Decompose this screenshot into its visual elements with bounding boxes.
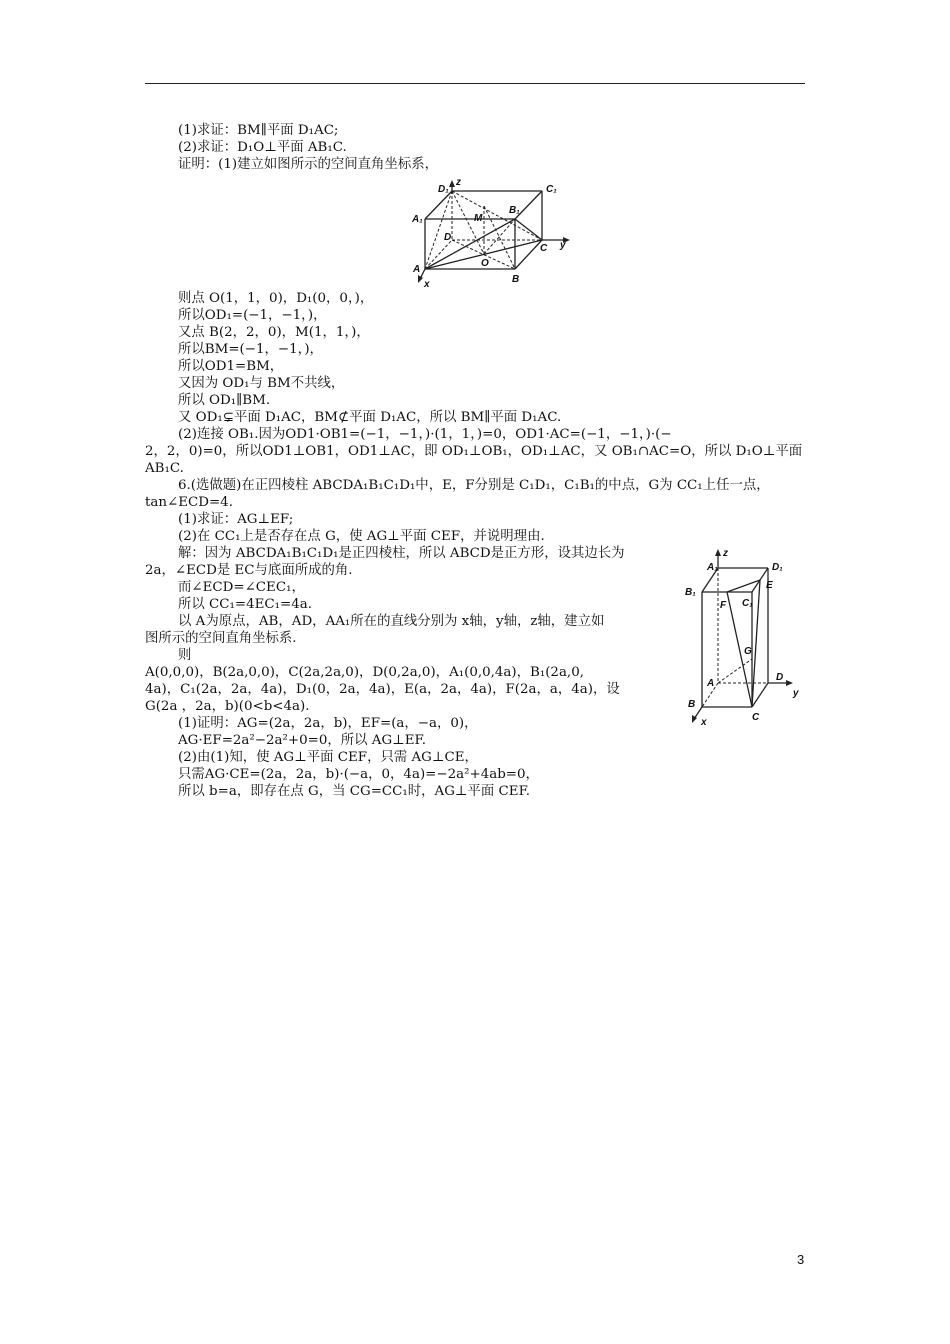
text-line: 而∠ECD=∠CEC₁， bbox=[178, 580, 305, 595]
label-E: E bbox=[766, 580, 773, 591]
text-line: 4a)，C₁(2a，2a，4a)，D₁(0，2a，4a)，E(a，2a，4a)，F(2a，a，4a)，设 bbox=[145, 682, 620, 697]
cuboid-figure bbox=[410, 176, 585, 290]
label-D: D bbox=[776, 672, 784, 683]
label-F: F bbox=[720, 600, 727, 611]
edge-FE bbox=[727, 580, 760, 592]
text-line: 所以 CC₁=4EC₁=4a. bbox=[178, 597, 313, 612]
diag-B1C bbox=[515, 219, 542, 240]
edge-CD bbox=[752, 683, 768, 707]
text-line: tan∠ECD=4. bbox=[145, 495, 233, 510]
text-line: 6.(选做题)在正四棱柱 ABCDA₁B₁C₁D₁中，E，F分别是 C₁D₁，C₁B₁的中点，G为 CC₁上任一点， bbox=[178, 478, 770, 493]
text-line: 图所示的空间直角坐标系. bbox=[145, 631, 297, 646]
label-B: B bbox=[688, 699, 696, 710]
y-arrow bbox=[786, 680, 793, 686]
header-rule bbox=[145, 83, 805, 84]
text-line: 所以OD₁=(−1，−1，)， bbox=[178, 308, 327, 323]
edge-BC bbox=[515, 240, 542, 269]
page-number: 3 bbox=[797, 1252, 805, 1267]
diag-AB1 bbox=[425, 219, 515, 269]
text-line: 又点 B(2，2，0)，M(1，1，)， bbox=[178, 325, 370, 340]
label-O: O bbox=[481, 258, 489, 269]
hidden-edge-AD bbox=[425, 240, 452, 269]
label-B: B bbox=[512, 274, 520, 285]
text-line: (2)由(1)知，使 AG⊥平面 CEF，只需 AG⊥CE， bbox=[178, 750, 478, 765]
text-line: (1)求证：BM∥平面 D₁AC; bbox=[178, 123, 339, 138]
label-x: x bbox=[701, 717, 707, 728]
label-C: C bbox=[752, 712, 760, 723]
label-C1: C₁ bbox=[546, 184, 557, 195]
prism-figure bbox=[680, 544, 810, 728]
text-line: 则 bbox=[178, 648, 192, 663]
label-D: D bbox=[444, 232, 452, 243]
label-B1: B₁ bbox=[685, 587, 696, 598]
text-line: AB₁C. bbox=[145, 461, 184, 476]
label-B1: B₁ bbox=[509, 205, 520, 216]
label-y: y bbox=[560, 240, 566, 251]
text-line: 所以OD1=BM， bbox=[178, 359, 284, 374]
label-A1: A₁ bbox=[412, 214, 423, 225]
label-A: A bbox=[413, 264, 421, 275]
text-line: (2)在 CC₁上是否存在点 G，使 AG⊥平面 CEF，并说明理由. bbox=[178, 529, 545, 544]
label-A: A bbox=[707, 678, 715, 689]
text-line: 解：因为 ABCDA₁B₁C₁D₁是正四棱柱，所以 ABCD是正方形，设其边长为 bbox=[178, 546, 625, 561]
label-A1: A₁ bbox=[707, 562, 718, 573]
text-line: 所以 b=a，即存在点 G，当 CG=CC₁时，AG⊥平面 CEF. bbox=[178, 784, 531, 799]
text-line: (1)求证：AG⊥EF; bbox=[178, 512, 294, 527]
edge-EC bbox=[752, 580, 760, 707]
text-line: 2a，∠ECD是 EC与底面所成的角. bbox=[145, 563, 353, 578]
text-line: (2)连接 OB₁.因为OD1·OB1=(−1，−1，)·(1，1，)=0，OD1·AC=(−1，−1，)·(− bbox=[178, 427, 672, 442]
text-line: 只需AG·CE=(2a，2a，b)·(−a，0，4a)=−2a²+4ab=0， bbox=[178, 767, 539, 782]
label-x: x bbox=[424, 279, 430, 290]
text-line: 以 A为原点，AB，AD，AA₁所在的直线分别为 x轴，y轴，z轴，建立如 bbox=[178, 614, 605, 629]
label-G: G bbox=[744, 646, 752, 657]
text-line: G(2a ，2a，b)(0<b<4a). bbox=[145, 699, 310, 714]
hidden-edge-D1A bbox=[425, 191, 452, 269]
text-line: 所以 OD₁∥BM. bbox=[178, 393, 271, 408]
label-C: C bbox=[540, 243, 548, 254]
z-arrow bbox=[715, 549, 721, 556]
label-D1: D₁ bbox=[438, 184, 449, 195]
x-arrow bbox=[418, 275, 423, 283]
label-z: z bbox=[456, 177, 461, 188]
text-line: 又 OD₁⊊平面 D₁AC，BM⊄平面 D₁AC，所以 BM∥平面 D₁AC. bbox=[178, 410, 562, 425]
label-y: y bbox=[793, 688, 799, 699]
label-D1: D₁ bbox=[772, 562, 783, 573]
edge-A1D1 bbox=[425, 191, 452, 219]
label-M: M bbox=[474, 213, 483, 224]
text-line: 又因为 OD₁与 BM不共线， bbox=[178, 376, 345, 391]
text-line: (1)证明：AG=(2a，2a，b)，EF=(a，−a，0)， bbox=[178, 716, 478, 731]
z-arrow bbox=[449, 180, 455, 187]
text-line: 则点 O(1，1，0)，D₁(0，0，)， bbox=[178, 291, 374, 306]
text-line: AG·EF=2a²−2a²+0=0，所以 AG⊥EF. bbox=[178, 733, 426, 748]
text-line: 2，2，0)=0，所以OD1⊥OB1，OD1⊥AC，即 OD₁⊥OB₁，OD₁⊥AC，又 OB₁∩AC=O，所以 D₁O⊥平面 bbox=[145, 444, 803, 459]
text-line: 所以BM=(−1，−1，)， bbox=[178, 342, 323, 357]
hidden-edge-D1C bbox=[452, 191, 542, 240]
hidden-edge-OB1 bbox=[484, 219, 515, 254]
hidden-edge-AG bbox=[718, 659, 752, 683]
text-line: A(0,0,0)，B(2a,0,0)，C(2a,2a,0)，D(0,2a,0)，A₁(0,0,4a)，B₁(2a,0, bbox=[145, 665, 584, 680]
label-z: z bbox=[723, 548, 728, 559]
text-line: (2)求证：D₁O⊥平面 AB₁C. bbox=[178, 140, 347, 155]
label-C1: C₁ bbox=[742, 598, 753, 609]
text-line: 证明：(1)建立如图所示的空间直角坐标系， bbox=[178, 157, 438, 172]
